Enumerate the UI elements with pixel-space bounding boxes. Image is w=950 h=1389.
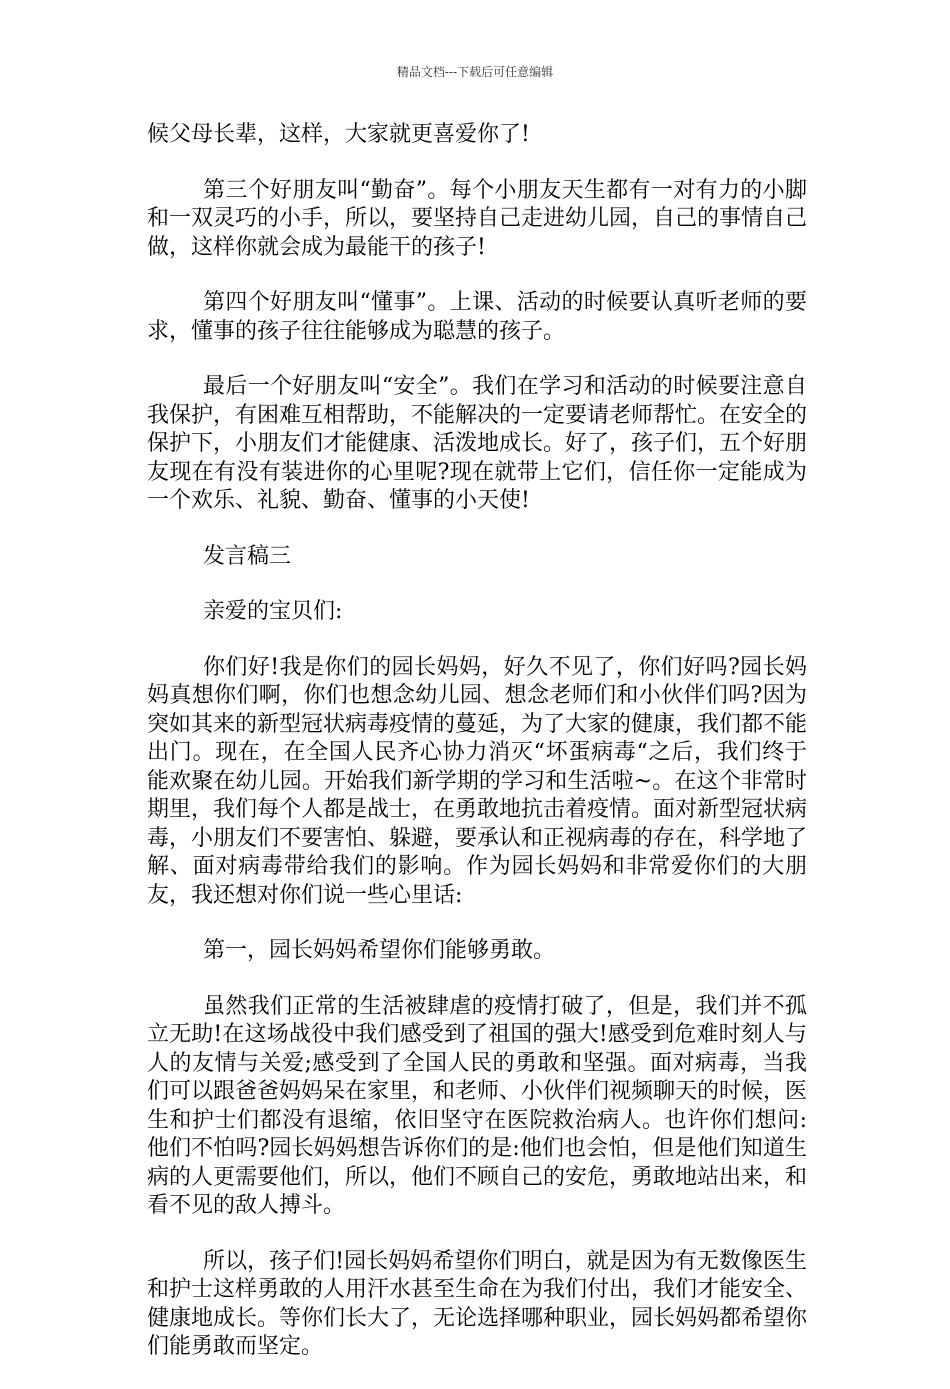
paragraph-conclusion: 所以，孩子们!园长妈妈希望你们明白，就是因为有无数像医生和护士这样勇敢的人用汗水甚至生命在为我们付出，我们才能安全、健康地成长。等你们长大了，无论选择哪种职业，园长妈妈都希望你们能勇敢而坚定。 — [147, 1248, 808, 1359]
paragraph-point-one: 第一，园长妈妈希望你们能够勇敢。 — [203, 938, 556, 963]
salutation: 亲爱的宝贝们: — [203, 599, 343, 624]
paragraph-greeting: 你们好!我是你们的园长妈妈，好久不见了，你们好吗?园长妈妈真想你们啊，你们也想念幼儿园、想念老师们和小伙伴们吗?因为突如其来的新型冠状病毒疫情的蔓延，为了大家的健康，我们都不能出门。现在，在全国人民齐心协力消灭“坏蛋病毒“之后，我们终于能欢聚在幼儿园。开始我们新学期的学习和生活啦~。在这个非常时期里，我们每个人都是战士，在勇敢地抗击着疫情。面对新型冠状病毒，小朋友们不要害怕、躲避，要承认和正视病毒的存在，科学地了解、面对病毒带给我们的影响。作为园长妈妈和非常爱你们的大朋友，我还想对你们说一些心里话: — [147, 654, 808, 908]
document-body — [147, 121, 807, 1389]
paragraph-continuation: 候父母长辈，这样，大家就更喜爱你了! — [147, 122, 530, 147]
page-header: 精品文档---下载后可任意编辑 — [396, 65, 554, 79]
paragraph-fourth-friend: 第四个好朋友叫“懂事”。上课、活动的时候要认真听老师的要求，懂事的孩子往往能够成为聪慧的孩子。 — [147, 290, 807, 344]
paragraph-third-friend: 第三个好朋友叫“勤奋”。每个小朋友天生都有一对有力的小脚和一双灵巧的小手，所以，要坚持自己走进幼儿园，自己的事情自己做，这样你就会成为最能干的孩子! — [147, 177, 808, 260]
paragraph-last-friend: 最后一个好朋友叫“安全”。我们在学习和活动的时候要注意自我保护，有困难互相帮助，不能解决的一定要请老师帮忙。在安全的保护下，小朋友们才能健康、活泼地成长。好了，孩子们，五个好朋友现在有没有装进你的心里呢?现在就带上它们，信任你一定能成为一个欢乐、礼貌、勤奋、懂事的小天使! — [147, 374, 808, 513]
paragraph-courage: 虽然我们正常的生活被肆虐的疫情打破了，但是，我们并不孤立无助!在这场战役中我们感受到了祖国的强大!感受到危难时刻人与人的友情与关爱;感受到了全国人民的勇敢和坚强。面对病毒，当我们可以跟爸爸妈妈呆在家里，和老师、小伙伴们视频聊天的时候，医生和护士们都没有退缩，依旧坚守在医院救治病人。也许你们想问:他们不怕吗?园长妈妈想告诉你们的是:他们也会怕，但是他们知道生病的人更需要他们，所以，他们不顾自己的安危，勇敢地站出来，和看不见的敌人搏斗。 — [147, 993, 808, 1218]
section-heading: 发言稿三 — [203, 543, 292, 569]
